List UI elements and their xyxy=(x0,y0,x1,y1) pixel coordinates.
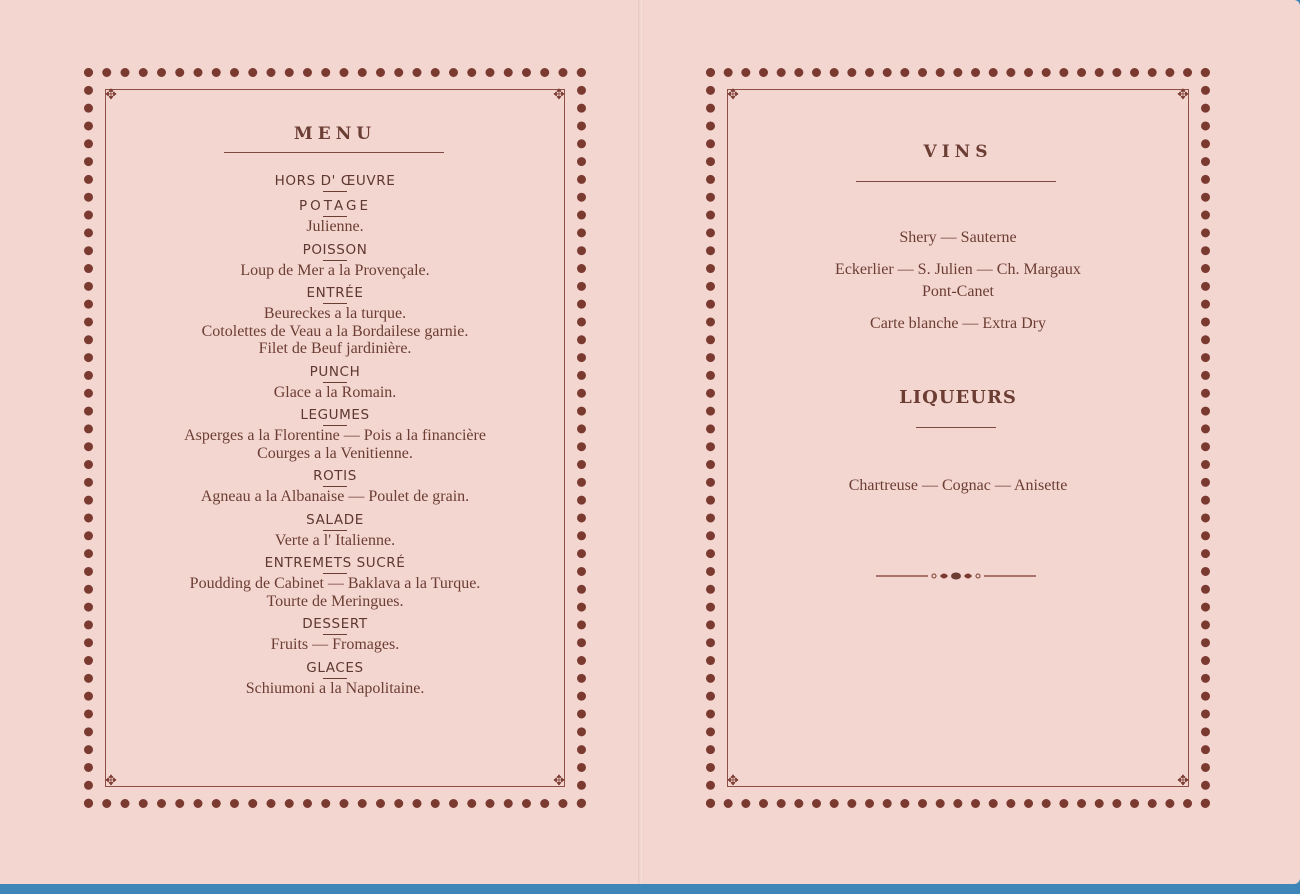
course-heading: GLACES xyxy=(306,659,364,676)
course-divider xyxy=(323,425,347,426)
corner-flourish-icon: ✥ xyxy=(1177,87,1189,103)
dish-line: Filet de Beuf jardinière. xyxy=(258,340,412,357)
course-divider xyxy=(323,216,347,217)
wine-line: Pont-Canet xyxy=(922,283,994,300)
dish-line: Cotolettes de Veau a la Bordailese garnie. xyxy=(201,322,469,340)
dish-line: Asperges a la Florentine — Pois a la financière xyxy=(184,427,486,444)
dish-line: Loup de Mer a la Provençale. xyxy=(240,261,430,279)
dish-line: Courges a la Venitienne. xyxy=(257,444,413,462)
menu-course xyxy=(106,242,564,280)
corner-flourish-icon: ✥ xyxy=(727,773,739,789)
wines-title-rule xyxy=(856,181,1056,182)
course-heading: PUNCH xyxy=(309,363,361,380)
dish-line: Verte a l' Italienne. xyxy=(274,531,396,549)
course-heading: SALADE xyxy=(306,511,364,528)
menu-course xyxy=(106,173,564,192)
menu-course xyxy=(106,512,564,550)
dish-line: Schiumoni a la Napolitaine. xyxy=(245,679,425,697)
course-heading: POISSON xyxy=(302,241,368,258)
course-divider xyxy=(323,260,347,261)
card-fold xyxy=(638,0,644,884)
wines-page xyxy=(706,68,1210,808)
course-heading: DESSERT xyxy=(302,616,368,632)
course-divider xyxy=(323,191,347,192)
course-heading: LEGUMES xyxy=(300,407,370,423)
menu-courses xyxy=(106,173,564,703)
menu-title: MENU xyxy=(293,124,377,144)
ornament-divider-icon xyxy=(876,570,1036,582)
wine-line: Carte blanche — Extra Dry xyxy=(870,315,1046,332)
course-heading: POTAGE xyxy=(299,198,371,214)
dish-line: Beureckes a la turque. xyxy=(263,305,407,322)
wines-list xyxy=(728,227,1188,335)
menu-course xyxy=(106,407,564,462)
dish-line: Fruits — Fromages. xyxy=(270,636,400,653)
menu-course xyxy=(106,198,564,236)
course-divider xyxy=(323,530,347,531)
wine-line: Shery — Sauterne xyxy=(899,229,1017,246)
corner-flourish-icon: ✥ xyxy=(105,773,117,789)
liqueurs-title: LIQUEURS xyxy=(899,387,1017,408)
course-heading: ROTIS xyxy=(313,468,357,484)
corner-flourish-icon: ✥ xyxy=(553,773,565,789)
course-divider xyxy=(323,634,347,635)
menu-course xyxy=(106,364,564,402)
menu-course xyxy=(106,660,564,698)
liqueurs-list xyxy=(728,475,1188,497)
course-divider xyxy=(323,382,347,383)
wines-inner-frame xyxy=(727,89,1189,787)
menu-title-rule xyxy=(224,152,444,153)
dish-line: Glace a la Romain. xyxy=(273,383,397,401)
menu-course xyxy=(106,555,564,610)
menu-course xyxy=(106,285,564,358)
wine-line: Eckerlier — S. Julien — Ch. Margaux xyxy=(835,261,1081,278)
dish-line: Agneau a la Albanaise — Poulet de grain. xyxy=(200,488,470,505)
corner-flourish-icon: ✥ xyxy=(105,87,117,103)
corner-flourish-icon: ✥ xyxy=(553,87,565,103)
menu-course xyxy=(106,468,564,506)
corner-flourish-icon: ✥ xyxy=(1177,773,1189,789)
course-heading: ENTREMETS SUCRÉ xyxy=(264,555,406,571)
wines-title: VINS xyxy=(923,142,993,162)
course-heading: ENTRÉE xyxy=(306,285,364,301)
course-divider xyxy=(323,303,347,304)
course-divider xyxy=(323,486,347,487)
menu-inner-frame xyxy=(105,89,565,787)
menu-page xyxy=(84,68,586,808)
dish-line: Tourte de Meringues. xyxy=(266,592,404,610)
course-divider xyxy=(323,678,347,679)
dish-line: Julienne. xyxy=(306,218,364,235)
liqueur-line: Chartreuse — Cognac — Anisette xyxy=(848,477,1068,494)
corner-flourish-icon: ✥ xyxy=(727,87,739,103)
course-heading: HORS D' ŒUVRE xyxy=(274,173,396,189)
course-divider xyxy=(323,573,347,574)
liqueurs-title-rule xyxy=(916,427,996,428)
menu-course xyxy=(106,616,564,654)
dish-line: Poudding de Cabinet — Baklava a la Turque. xyxy=(189,575,481,592)
